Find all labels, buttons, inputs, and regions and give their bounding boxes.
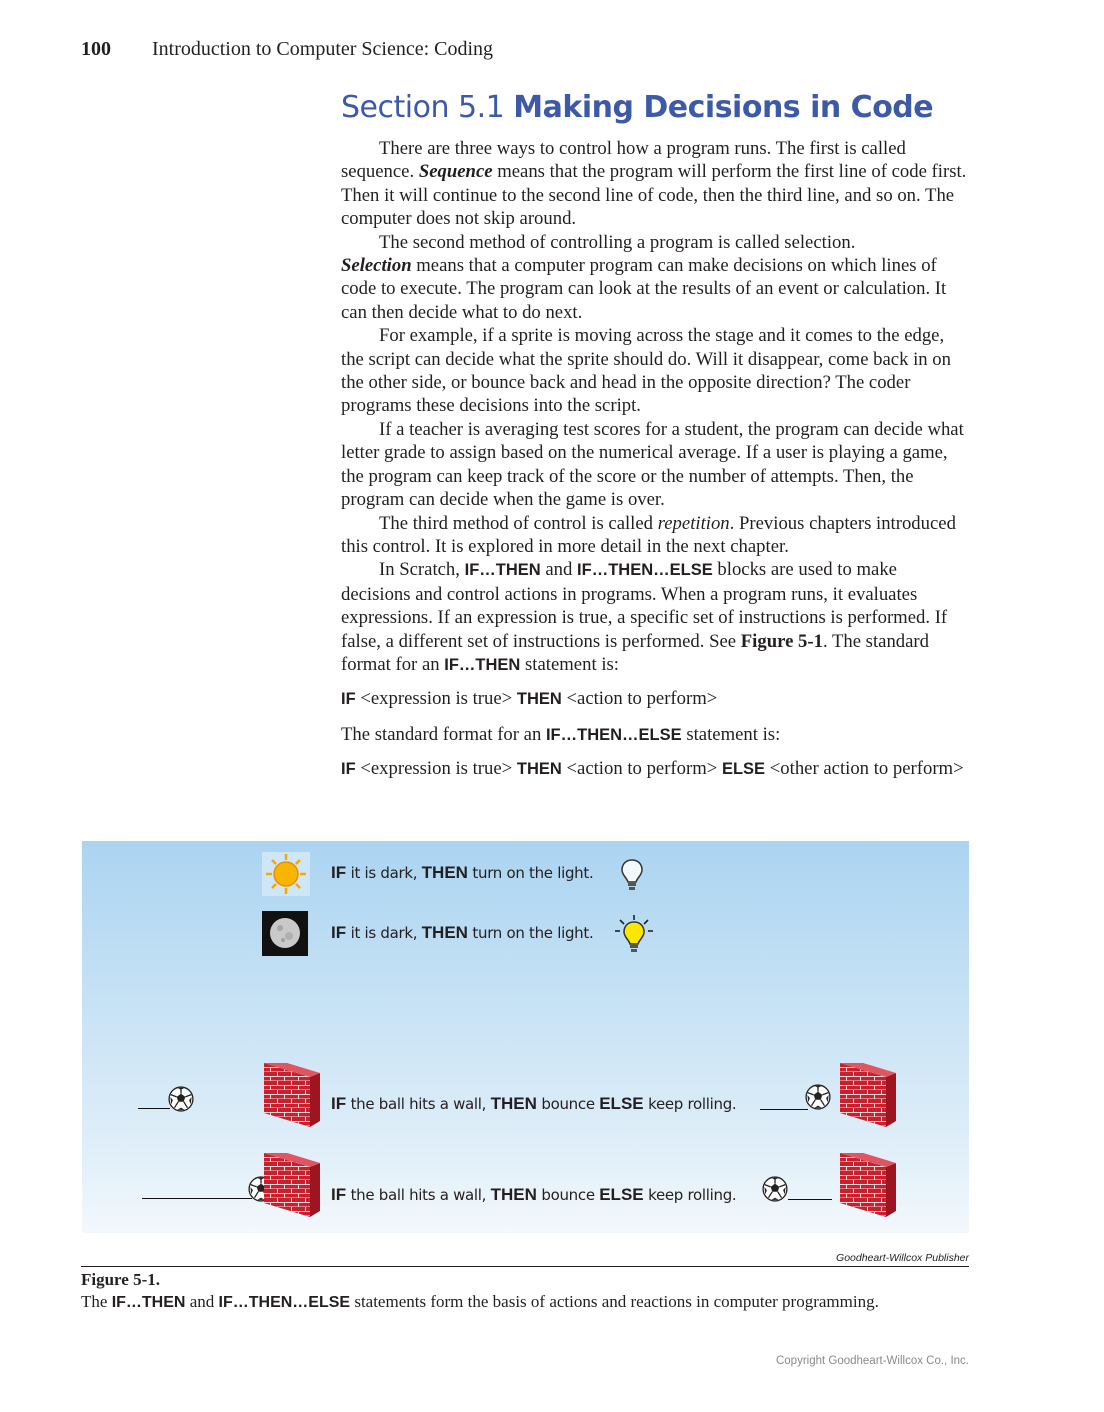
soccer-ball-icon bbox=[762, 1176, 788, 1202]
text-run: and bbox=[540, 559, 578, 581]
text-run: bounce bbox=[536, 1095, 600, 1113]
keyword: THEN bbox=[490, 1185, 537, 1204]
text-run: <expression is true> bbox=[355, 688, 517, 710]
keyword: IF…THEN bbox=[464, 561, 541, 580]
keyword: IF…THEN…ELSE bbox=[218, 1294, 351, 1311]
term-repetition: repetition bbox=[657, 512, 730, 534]
motion-line bbox=[142, 1198, 252, 1199]
keyword: THEN bbox=[421, 863, 468, 882]
text-run: <action to perform> bbox=[561, 688, 718, 710]
figure-line-moon bbox=[331, 923, 593, 943]
paragraph-teacher-example: If a teacher is averaging test scores for a student, the program can decide what letter grade to assign based on the numerical average. If a user is playing a game, the program can keep track of the score or the number of attempts. Then, the program can decide when the game is over. bbox=[341, 418, 964, 511]
text-run: There are three ways to control how a program runs. The first is called sequence. bbox=[341, 138, 906, 183]
figure-5-1 bbox=[82, 841, 969, 1233]
text-run: bounce bbox=[536, 1186, 600, 1204]
paragraph-sprite-example: For example, if a sprite is moving across the stage and it comes to the edge, the script can decide what the sprite should do. Will it disappear, come back in on the other side, or bounce back and head in the opposite direction? The coder programs these decisions into the script. bbox=[341, 325, 951, 417]
text-run: means that a computer program can make decisions on which lines of code to execute. The program can look at the results of an event or calculation. It can then decide what to do next. bbox=[341, 255, 947, 323]
keyword: IF bbox=[331, 923, 347, 942]
motion-line bbox=[788, 1199, 832, 1200]
text-run: means that the program will perform the first line of code first. Then it will continue to the second line of code, then the third line, and so on. The computer does not skip around. bbox=[341, 161, 967, 230]
keyword: IF bbox=[331, 863, 347, 882]
text-run: statement is: bbox=[520, 653, 619, 675]
brick-wall-icon bbox=[264, 1063, 322, 1127]
text-run: statement is: bbox=[681, 723, 781, 745]
paragraph-sequence bbox=[341, 137, 969, 231]
section-title: Making Decisions in Code bbox=[513, 90, 934, 125]
motion-line bbox=[138, 1108, 170, 1109]
page-number: 100 bbox=[81, 38, 111, 60]
figure-line-bounce bbox=[331, 1094, 736, 1114]
figure-caption-text bbox=[81, 1292, 981, 1312]
text-run: <action to perform> bbox=[561, 758, 722, 780]
text-run: The bbox=[81, 1292, 112, 1311]
figure-caption-label: Figure 5-1. bbox=[81, 1270, 161, 1289]
text-run: . The standard format for an bbox=[341, 630, 929, 675]
brick-wall-icon bbox=[264, 1153, 322, 1217]
text-run: statements form the basis of actions and reactions in computer programming. bbox=[350, 1292, 879, 1311]
text-run: it is dark, bbox=[346, 924, 422, 942]
keyword: THEN bbox=[516, 760, 562, 779]
text-run: blocks are used to make decisions and control actions in programs. When a program runs, it evaluates expressions. If an expression is true, a specific set of instructions is performed. If false, a different set of instructions is performed. See bbox=[341, 559, 948, 652]
format-if-then bbox=[341, 687, 969, 711]
brick-wall-icon bbox=[840, 1063, 898, 1127]
running-header bbox=[81, 38, 493, 61]
figure-credit: Goodheart-Willcox Publisher bbox=[836, 1252, 969, 1264]
text-run: The second method of controlling a program is called selection. bbox=[379, 231, 856, 253]
text-run: In Scratch, bbox=[379, 559, 465, 581]
term-selection: Selection bbox=[341, 255, 412, 277]
keyword: IF…THEN bbox=[111, 1294, 186, 1311]
text-run: <expression is true> bbox=[355, 758, 517, 780]
text-run: keep rolling. bbox=[643, 1095, 737, 1113]
moon-icon bbox=[262, 911, 308, 956]
keyword: IF bbox=[341, 690, 356, 709]
body-text bbox=[341, 137, 969, 793]
section-heading bbox=[341, 90, 933, 125]
keyword: THEN bbox=[421, 923, 468, 942]
keyword: ELSE bbox=[721, 760, 766, 779]
keyword: ELSE bbox=[599, 1185, 644, 1204]
copyright-footer: Copyright Goodheart-Willcox Co., Inc. bbox=[775, 1355, 969, 1367]
text-run: the ball hits a wall, bbox=[346, 1186, 491, 1204]
lightbulb-off-icon bbox=[620, 858, 644, 892]
text-run: turn on the light. bbox=[467, 924, 594, 942]
paragraph-selection bbox=[341, 231, 969, 325]
lightbulb-on-icon bbox=[614, 914, 654, 954]
section-number: Section 5.1 bbox=[341, 90, 505, 125]
paragraph-if-then-else-intro bbox=[341, 723, 969, 747]
keyword: IF bbox=[331, 1094, 347, 1113]
text-run: The standard format for an bbox=[341, 723, 546, 745]
caption-rule bbox=[81, 1266, 969, 1267]
format-if-then-else bbox=[341, 757, 969, 781]
brick-wall-icon bbox=[840, 1153, 898, 1217]
figure-line-sun bbox=[331, 863, 593, 883]
text-run: . Previous chapters introduced this control. It is explored in more detail in the next chapter. bbox=[341, 512, 956, 557]
book-title: Introduction to Computer Science: Coding bbox=[152, 38, 494, 60]
soccer-ball-icon bbox=[805, 1084, 831, 1110]
sun-icon bbox=[262, 852, 310, 896]
keyword: IF…THEN bbox=[444, 655, 521, 674]
paragraph-scratch bbox=[341, 558, 969, 677]
keyword: THEN bbox=[516, 690, 562, 709]
keyword: IF…THEN…ELSE bbox=[545, 725, 682, 744]
soccer-ball-icon bbox=[168, 1086, 194, 1112]
keyword: THEN bbox=[490, 1094, 537, 1113]
keyword: IF…THEN…ELSE bbox=[577, 561, 713, 580]
text-run: the ball hits a wall, bbox=[346, 1095, 491, 1113]
figure-line-keep-rolling bbox=[331, 1185, 736, 1205]
keyword: IF bbox=[331, 1185, 347, 1204]
text-run: <other action to perform> bbox=[765, 758, 964, 780]
text-run: it is dark, bbox=[346, 864, 422, 882]
paragraph-repetition bbox=[341, 512, 969, 559]
text-run: turn on the light. bbox=[467, 864, 594, 882]
motion-line bbox=[760, 1109, 808, 1110]
text-run: The third method of control is called bbox=[379, 512, 658, 534]
keyword: ELSE bbox=[599, 1094, 644, 1113]
figure-reference: Figure 5-1 bbox=[740, 630, 823, 652]
text-run: and bbox=[185, 1292, 219, 1311]
text-run: keep rolling. bbox=[643, 1186, 737, 1204]
term-sequence: Sequence bbox=[418, 161, 493, 183]
keyword: IF bbox=[341, 760, 356, 779]
